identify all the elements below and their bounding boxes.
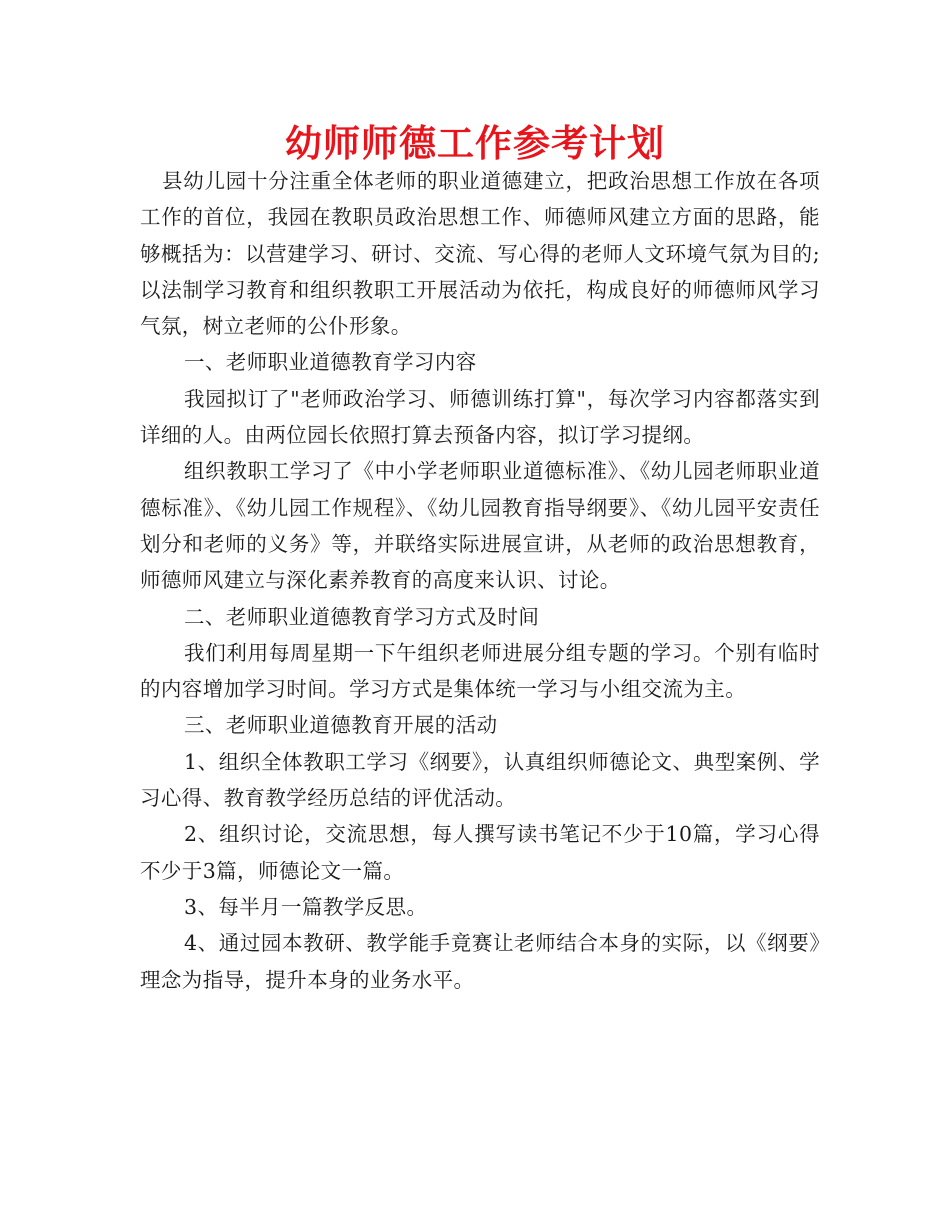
section-heading-1: 一、老师职业道德教育学习内容 (184, 350, 477, 375)
paragraph: 我园拟订了"老师政治学习、师德训练打算"，每次学习内容都落实到详细的人。由两位园长依照打算去预备内容，拟订学习提纲。 (140, 386, 820, 448)
paragraph-intro: 县幼儿园十分注重全体老师的职业道德建立，把政治思想工作放在各项工作的首位，我园在教职员政治思想工作、师德师风建立方面的思路，能够概括为：以营建学习、研讨、交流、写心得的老师人文环境气氛为目的;以法制学习教育和组织教职工开展活动为依托，构成良好的师德师风学习气氛，树立老师的公仆形象。 (140, 169, 820, 339)
document-title: 幼师师德工作参考计划 (285, 122, 665, 165)
list-item-2: 2、组织讨论，交流思想，每人撰写读书笔记不少于10篇，学习心得不少于3篇，师德论文一篇。 (140, 822, 820, 883)
document-body (140, 163, 820, 998)
list-item-4: 4、通过园本教研、教学能手竟赛让老师结合本身的实际，以《纲要》理念为指导，提升本身的业务水平。 (140, 931, 820, 992)
paragraph: 我们利用每周星期一下午组织老师进展分组专题的学习。个别有临时的内容增加学习时间。学习方式是集体统一学习与小组交流为主。 (140, 640, 820, 702)
section-heading-2: 二、老师职业道德教育学习方式及时间 (184, 604, 540, 629)
list-item-1: 1、组织全体教职工学习《纲要》，认真组织师德论文、典型案例、学习心得、教育教学经历总结的评优活动。 (140, 749, 820, 811)
list-item-3: 3、每半月一篇教学反思。 (184, 894, 428, 919)
paragraph: 组织教职工学习了《中小学老师职业道德标准》、《幼儿园老师职业道德标准》、《幼儿园工作规程》、《幼儿园教育指导纲要》、《幼儿园平安责任划分和老师的义务》等，并联络实际进展宣讲，从老师的政治思想教育，师德师风建立与深化素养教育的高度来认识、讨论。 (140, 459, 820, 593)
section-heading-3: 三、老师职业道德教育开展的活动 (184, 713, 498, 738)
